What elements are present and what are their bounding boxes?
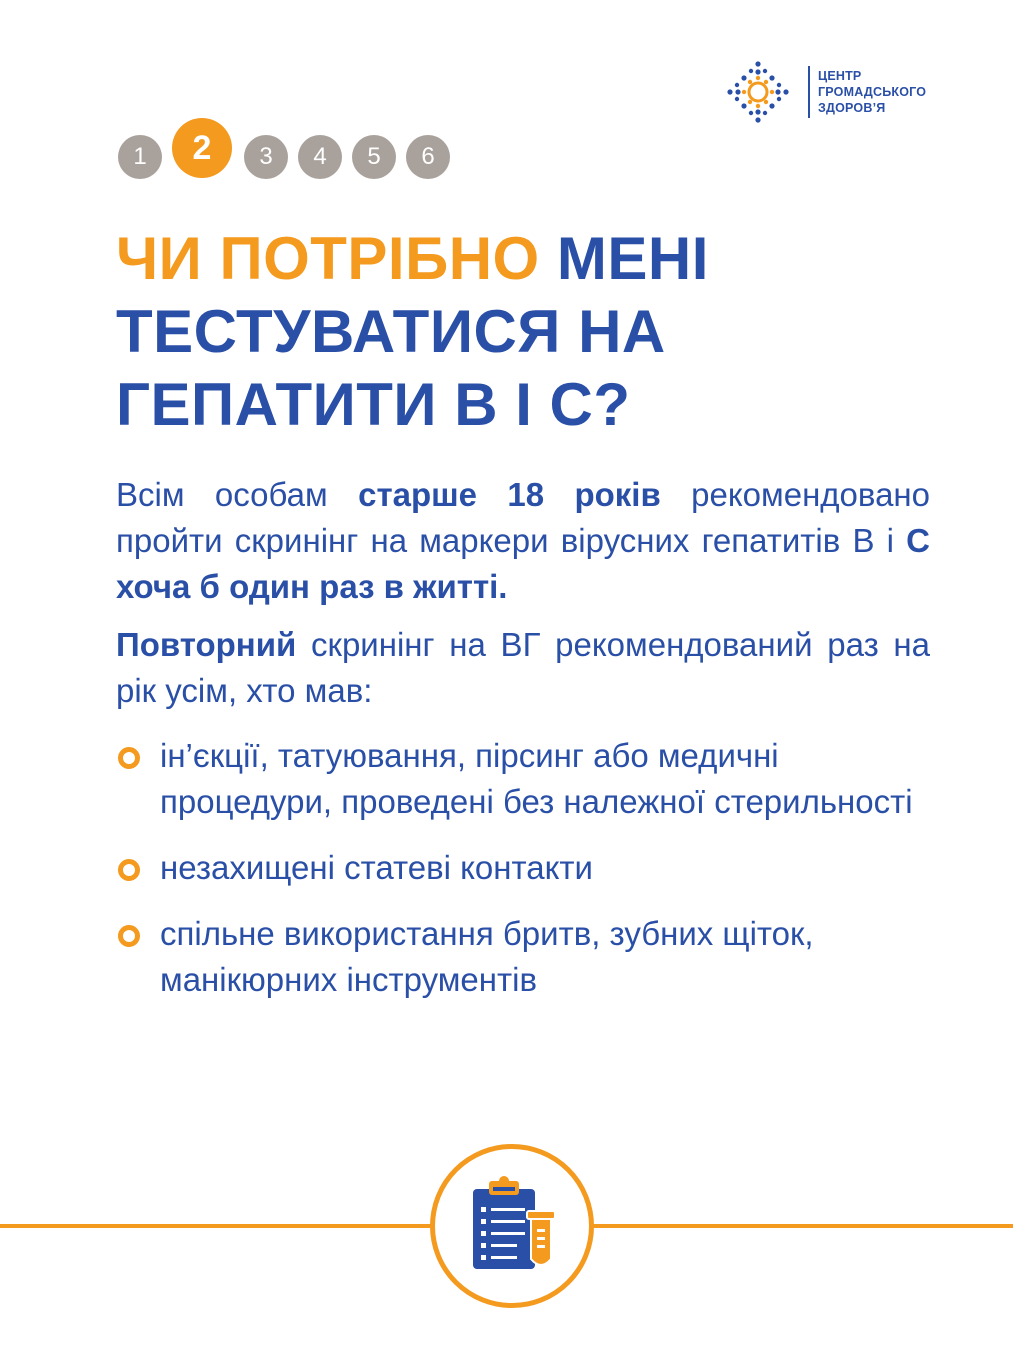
step-5: 5 [352,135,396,179]
clipboard-test-tube-icon [467,1175,563,1279]
logo-divider [808,66,810,118]
logo-line-1: ЦЕНТР [818,69,862,83]
risk-list [116,733,936,1003]
list-item [116,845,936,891]
list-item [116,911,936,1003]
title-rest: МЕНІ ТЕСТУВАТИСЯ НА ГЕПАТИТИ В І С? [116,225,709,438]
para1-text-2: рекомендовано пройти скринінг на маркери вірусних гепатитів В і [116,476,930,559]
bullet-ring-icon [118,747,140,769]
list-item-text: ін’єкції, татуювання, пірсинг або медичні процедури, проведені без належної стерильності [160,737,913,820]
para1-bold-1: старше 18 років [358,476,661,513]
page-title [116,222,936,441]
para1-text-1: Всім особам [116,476,359,513]
title-accent: ЧИ ПОТРІБНО [116,225,540,292]
logo [722,58,952,128]
bullet-ring-icon [118,925,140,947]
public-health-center-logo-icon [722,58,802,128]
step-4: 4 [298,135,342,179]
step-1: 1 [118,135,162,179]
logo-text [818,68,926,116]
para2-bold: Повторний [116,626,297,663]
step-3: 3 [244,135,288,179]
repeat-screening-paragraph [116,622,930,714]
logo-line-3: ЗДОРОВ’Я [818,101,886,115]
step-6: 6 [406,135,450,179]
list-item-text: незахищені статеві контакти [160,849,593,886]
step-2-active: 2 [172,118,232,178]
list-item [116,733,936,825]
intro-paragraph [116,472,930,610]
para2-text: скринінг на ВГ рекомендований раз на рік усім, хто мав: [116,626,930,709]
emblem [430,1144,594,1308]
logo-line-2: ГРОМАДСЬКОГО [818,85,927,99]
para1-bold-2: С хоча б один раз в житті. [116,522,930,605]
bullet-ring-icon [118,859,140,881]
list-item-text: спільне використання бритв, зубних щіток, манікюрних інструментів [160,915,814,998]
